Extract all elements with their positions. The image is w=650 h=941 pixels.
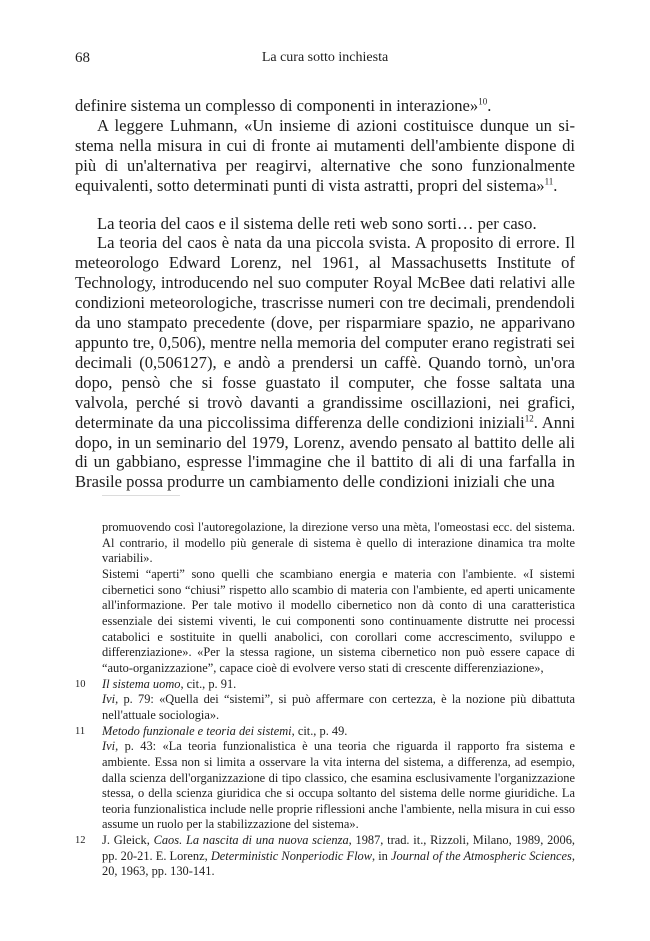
paragraph-lorenz: La teoria del caos è nata da una piccola svista. A proposito di errore. Il meteorologo Edward Lorenz, nel 1961, al Massachusetts Institute of Technology, introducendo nel suo computer Royal McBee dati relativi alle condizioni meteorologiche, trascrisse numeri con tre decimali, prendendoli da uno stampato precedente (dove, per risparmiare spazio, ne apparivano appunto tre, 0,506), mentre nella memoria del computer erano registrati sei decimali (0,506127), e andò a prendersi un caffè. Quando tornò, un'ora dopo, pensò che si fosse guastato il computer, che fosse saltata una valvola, perché si trovò davanti a grandissime oscillazioni, nei grafici, determinate da una piccolissima differenza delle condizioni iniziali$^{12}$. Anni dopo, in un seminario del 1979, Lorenz, avendo pensato al battito delle ali di un gabbiano, espresse l'immagine che il battito di ali di una farfalla in Brasile possa produrre un cambiamento delle condizioni iniziali che una <box>75 233 575 492</box>
footnote-continuation: promuovendo così l'autoregolazione, la direzione verso una mèta, l'omeostasi ecc. del sistema. Al contrario, il modello più generale di sistema è quello di interazione dinamica tra molte variabili». Sistemi “aperti” sono quelli che scambiano energia e materia con l'ambiente. «I sistemi cibernetici sono “chiusi” rispetto allo scambio di materia con l'ambiente, ed aperti unicamente all'informazione. Per tale motivo il modello cibernetico non dà conto di una caratteristica essenziale dei sistemi viventi, le cui componenti sono continuamente distrutte nei processi catabolici e sostituite in quelli anabolici, con corollari come accrescimento, sviluppo e differenziazione». «Per la stessa ragione, un sistema cibernetico non può essere capace di “auto-organizzazione”, capace cioè di evolvere verso stati di crescente differenziazione», <box>102 520 575 675</box>
footnote-ref: 11 <box>544 176 554 187</box>
footnote-number: 12 <box>75 835 86 847</box>
paragraph-continuation: definire sistema un complesso di componenti in interazione»$^{10}$. <box>75 96 492 115</box>
footnote-ref: 10 <box>478 96 488 107</box>
running-title: La cura sotto inchiesta <box>261 50 389 65</box>
footnote-divider <box>102 495 180 496</box>
paragraph-chaos-intro: La teoria del caos e il sistema delle reti web sono sorti… per caso. <box>97 213 537 233</box>
footnote-10: 10 Il sistema uomo, cit., p. 91. Ivi, p. 79: «Quella dei “sistemi”, si può affermare con certezza, è la nozione più dibattuta nell'attuale sociologia». <box>75 676 575 722</box>
footnote-ref: 12 <box>524 413 534 424</box>
page-header <box>75 50 575 70</box>
footnote-number: 11 <box>75 725 86 737</box>
footnote-11: 11 Metodo funzionale e teoria dei sistemi, cit., p. 49. Ivi, p. 43: «La teoria funzionalistica è una teoria che riguarda il rapporto fra sistema e ambiente. Essa non si limita a osservare la vita interna del sistema, a differenza, ad esempio, dalla scienza dell'organizzazione di tipo classico, che esamina esclusivamente l'organizzazione stessa, o della scienza giuridica che si occupa soltanto del sistema delle norme giuridiche. La teoria funzionalistica include nelle proprie riflessioni anche l'ambiente, nella misura in cui esso assume un ruolo per la stabilizzazione del sistema». <box>75 723 575 832</box>
paragraph-luhmann: A leggere Luhmann, «Un insieme di azioni costituisce dunque un sistema nella misura in cui di fronte ai mutamenti dell'ambiente dispone di più di un'alternativa per reagirvi, alternative che sono funzionalmente equivalenti, sotto determinati punti di vista astratti, propri del sistema»$^{11}$. <box>75 115 575 195</box>
footnotes <box>75 520 575 880</box>
main-text <box>75 96 575 492</box>
page-number: 68 <box>75 50 90 66</box>
footnote-number: 10 <box>75 678 86 690</box>
footnote-12: 12 J. Gleick, Caos. La nascita di una nuova scienza, 1987, trad. it., Rizzoli, Milano, 1989, 2006, pp. 20-21. E. Lorenz, Deterministic Nonperiodic Flow, in Journal of the Atmospheric Sciences, 20, 1963, pp. 130-141. <box>75 833 575 879</box>
